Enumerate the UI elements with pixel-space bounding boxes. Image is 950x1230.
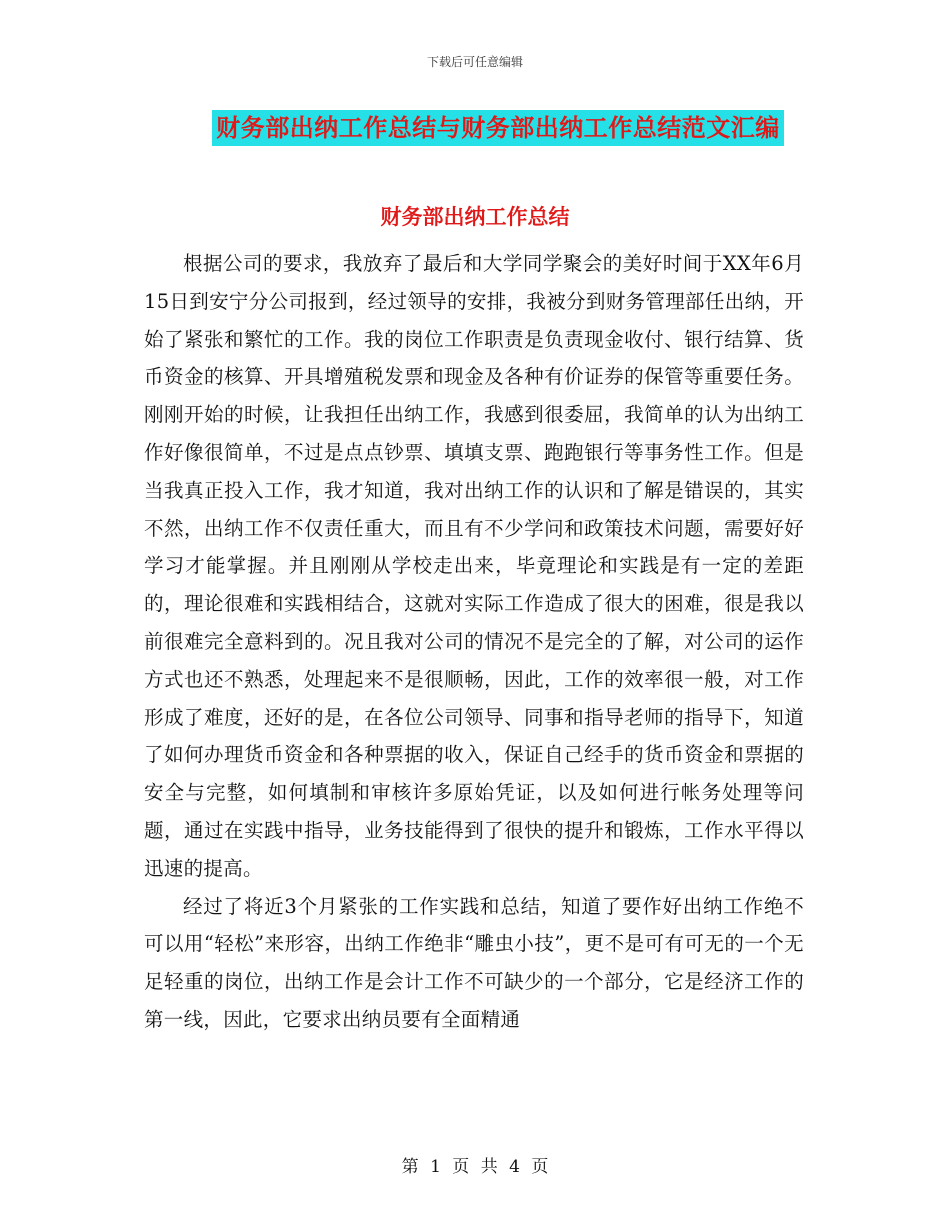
document-title-container [0,110,950,146]
body-paragraph: 经过了将近3个月紧张的工作实践和总结，知道了要作好出纳工作绝不可以用“轻松”来形容，出纳工作绝非“雕虫小技”，更不是可有可无的一个无足轻重的岗位，出纳工作是会计工作不可缺少的一个部分，它是经济工作的第一线，因此，它要求出纳员要有全面精通 [144,894,804,1031]
body-paragraph: 根据公司的要求，我放弃了最后和大学同学聚会的美好时间于XX年6月15日到安宁分公司报到，经过领导的安排，我被分到财务管理部任出纳，开始了紧张和繁忙的工作。我的岗位工作职责是负责现金收付、银行结算、货币资金的核算、开具增殖税发票和现金及各种有价证券的保管等重要任务。刚刚开始的时候，让我担任出纳工作，我感到很委屈，我简单的认为出纳工作好像很简单，不过是点点钞票、填填支票、跑跑银行等事务性工作。但是当我真正投入工作，我才知道，我对出纳工作的认识和了解是错误的，其实不然，出纳工作不仅责任重大，而且有不少学问和政策技术问题，需要好好学习才能掌握。并且刚刚从学校走出来，毕竟理论和实践是有一定的差距的，理论很难和实践相结合，这就对实际工作造成了很大的困难，很是我以前很难完全意料到的。况且我对公司的情况不是完全的了解，对公司的运作方式也还不熟悉，处理起来不是很顺畅，因此，工作的效率很一般，对工作形成了难度，还好的是，在各位公司领导、同事和指导老师的指导下，知道了如何办理货币资金和各种票据的收入，保证自己经手的货币资金和票据的安全与完整，如何填制和审核许多原始凭证，以及如何进行帐务处理等问题，通过在实践中指导，业务技能得到了很快的提升和锻炼，工作水平得以迅速的提高。 [144,252,804,880]
page-header-note: 下载后可任意编辑 [426,55,523,69]
section-title: 财务部出纳工作总结 [380,205,570,229]
document-body [144,245,804,1039]
page-footer-number: 第 1 页 共 4 页 [401,1157,549,1177]
document-title: 财务部出纳工作总结与财务部出纳工作总结范文汇编 [212,110,784,146]
